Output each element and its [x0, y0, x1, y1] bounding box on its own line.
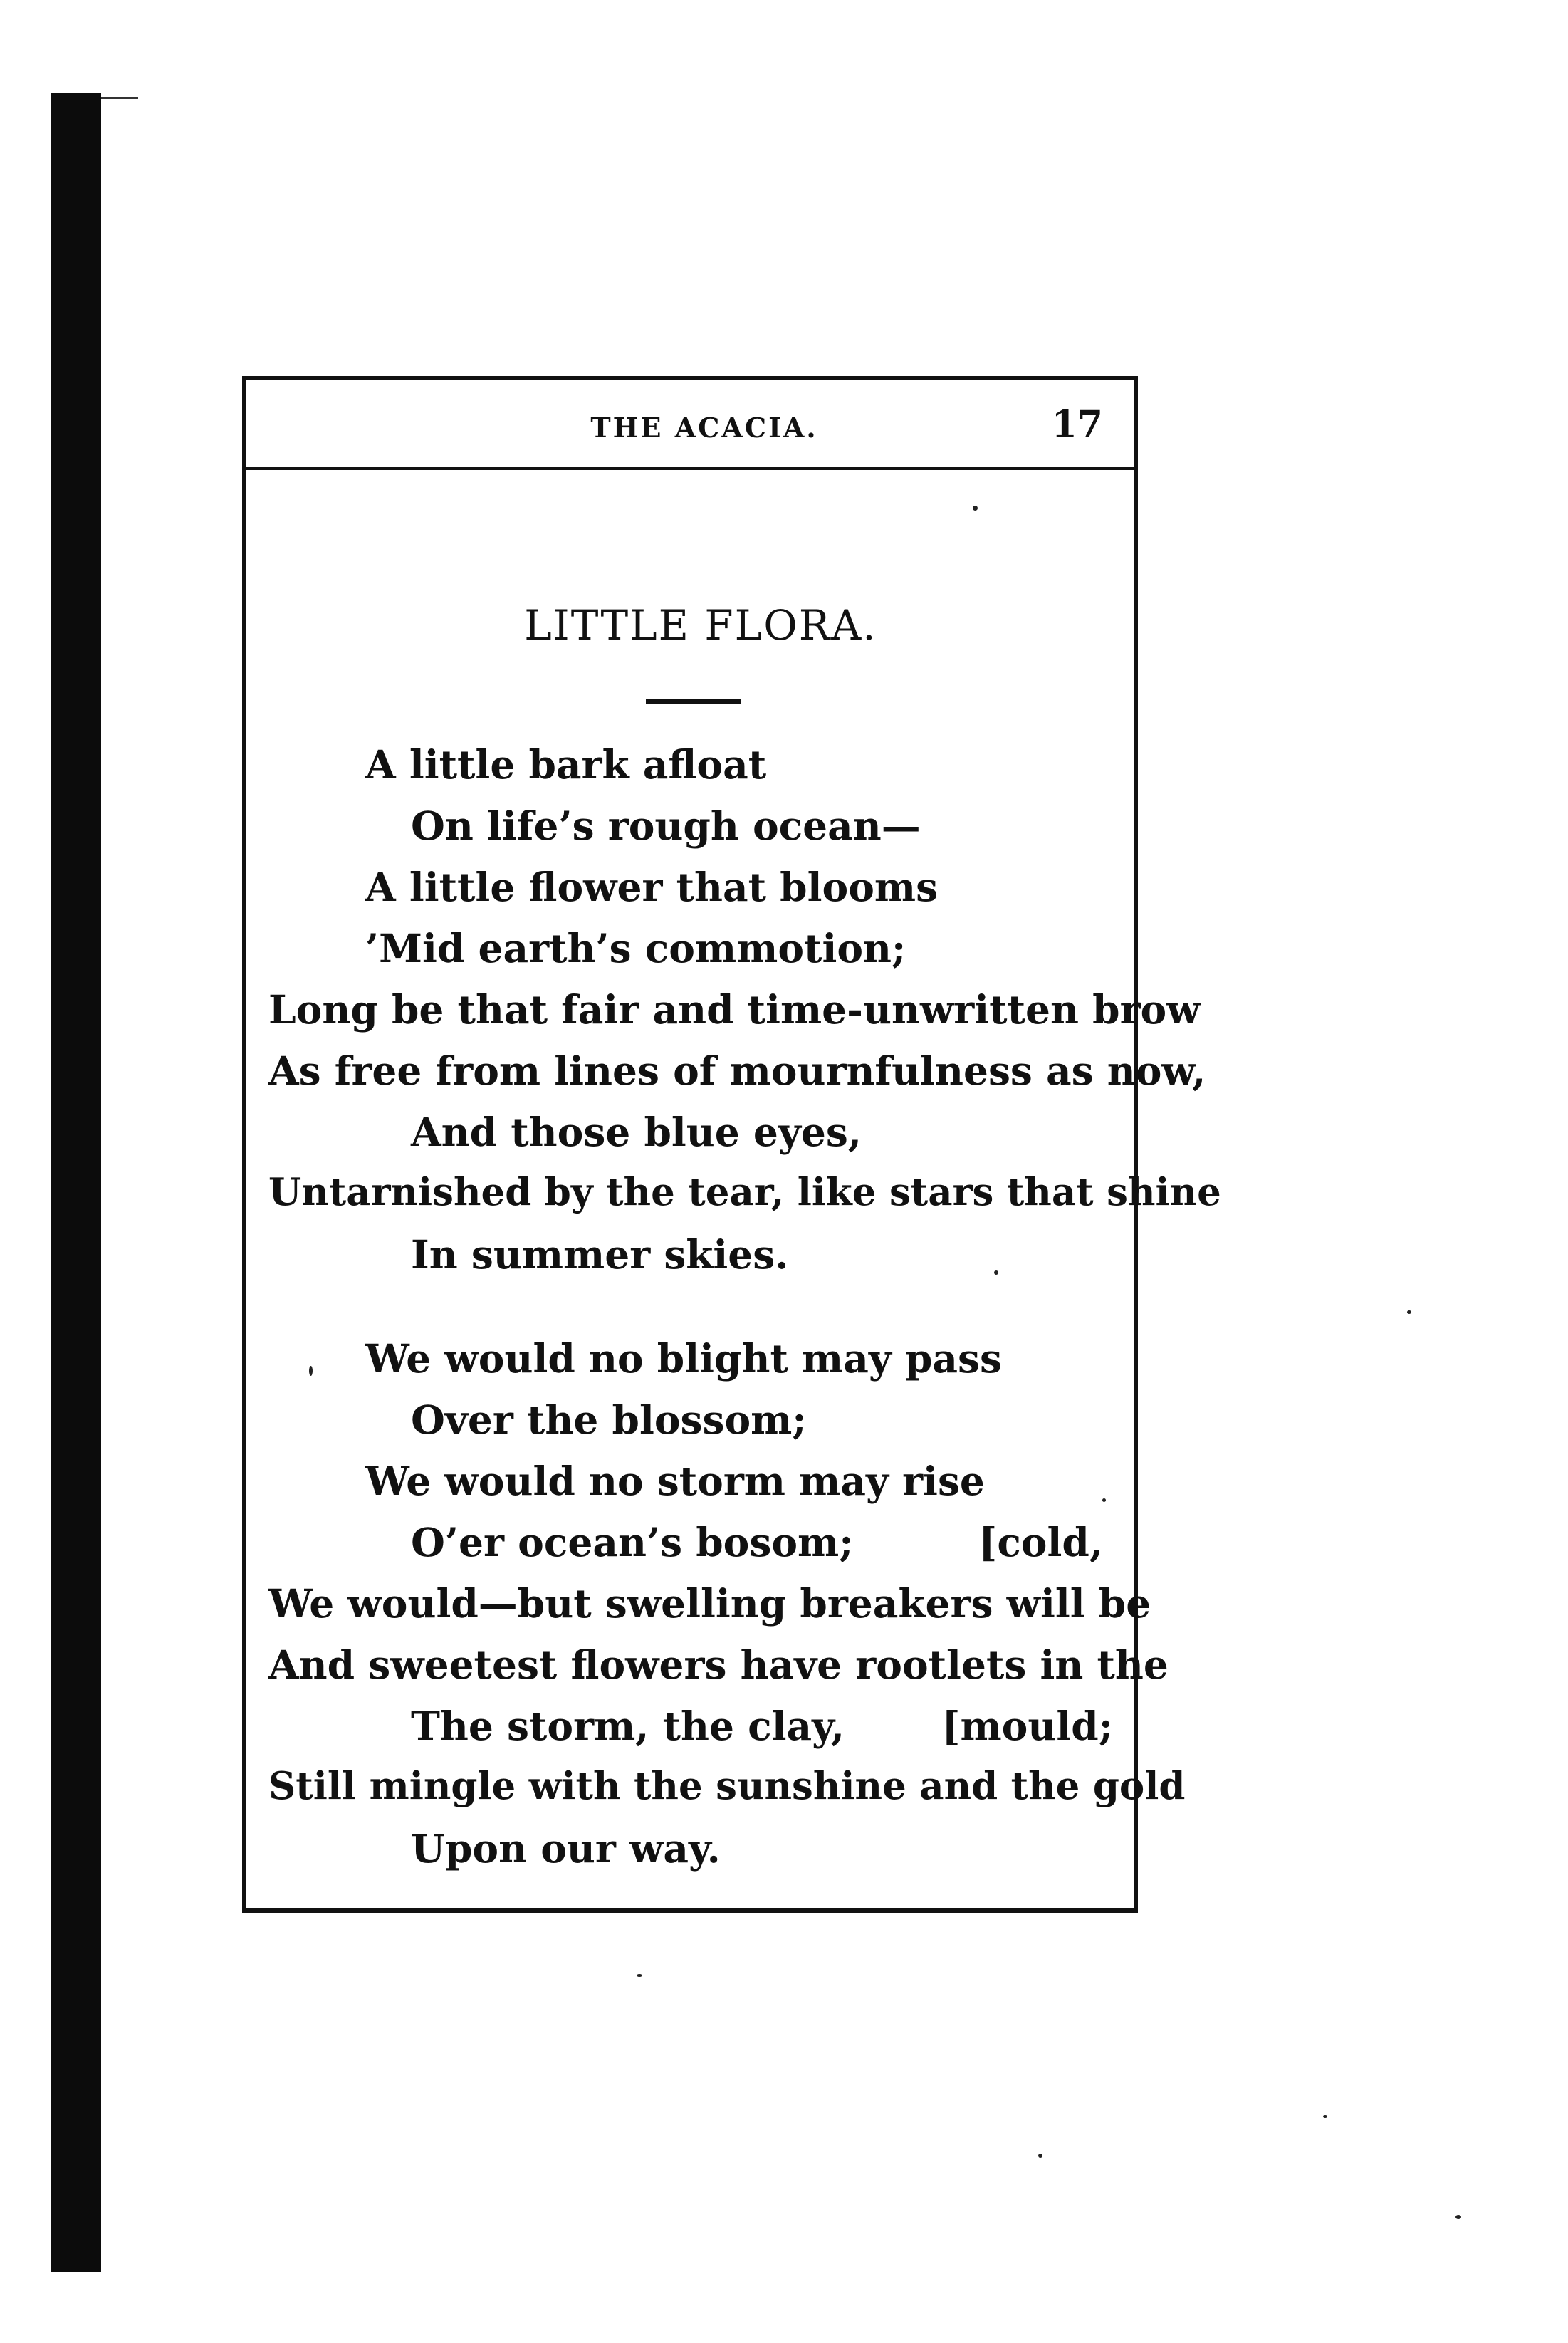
- turnover-bracket: [mould;: [941, 1703, 1113, 1749]
- poem-line: ’Mid earth’s commotion;: [365, 925, 906, 971]
- scan-speck: [1407, 1310, 1411, 1314]
- poem-line: Long be that fair and time-unwritten brow: [268, 986, 1201, 1033]
- poem-line: As free from lines of mournfulness as now,: [268, 1048, 1206, 1094]
- poem-line: Upon our way.: [411, 1825, 721, 1872]
- poem-line: Still mingle with the sunshine and the gold: [268, 1764, 1186, 1808]
- scan-speck: [1102, 1498, 1106, 1502]
- binding-edge: [51, 93, 101, 2272]
- poem-line: And those blue eyes,: [411, 1109, 862, 1155]
- scan-speck: [309, 1366, 313, 1376]
- scan-speck: [994, 1270, 998, 1275]
- poem-line: In summer skies.: [411, 1231, 789, 1278]
- poem-line: We would no storm may rise: [365, 1458, 985, 1504]
- running-head: [246, 380, 1134, 470]
- binding-edge-mark: [101, 97, 138, 99]
- turnover-bracket: [cold,: [978, 1519, 1103, 1565]
- poem-line: A little flower that blooms: [365, 864, 939, 910]
- poem-line: Untarnished by the tear, like stars that shine: [268, 1170, 1221, 1214]
- poem-line: We would—but swelling breakers will be: [268, 1580, 1151, 1627]
- scan-speck: [637, 1974, 642, 1977]
- poem-title: LITTLE FLORA.: [524, 601, 877, 649]
- poem-line: And sweetest flowers have rootlets in the: [268, 1642, 1169, 1688]
- scan-speck: [1455, 2215, 1461, 2219]
- running-head-title: THE ACACIA.: [590, 412, 818, 444]
- poem-line: The storm, the clay,: [411, 1703, 845, 1749]
- poem-line: We would no blight may pass: [365, 1335, 1002, 1382]
- scan-speck: [973, 506, 978, 511]
- scan-speck: [1323, 2115, 1327, 2118]
- page-number: 17: [1051, 403, 1103, 447]
- poem-line: O’er ocean’s bosom;: [411, 1519, 854, 1565]
- poem-line: Over the blossom;: [411, 1397, 807, 1443]
- poem-line: A little bark afloat: [365, 741, 767, 788]
- scan-speck: [1038, 2154, 1042, 2158]
- poem-line: On life’s rough ocean—: [411, 803, 921, 849]
- title-rule: [646, 699, 741, 704]
- page-frame: [242, 376, 1221, 1913]
